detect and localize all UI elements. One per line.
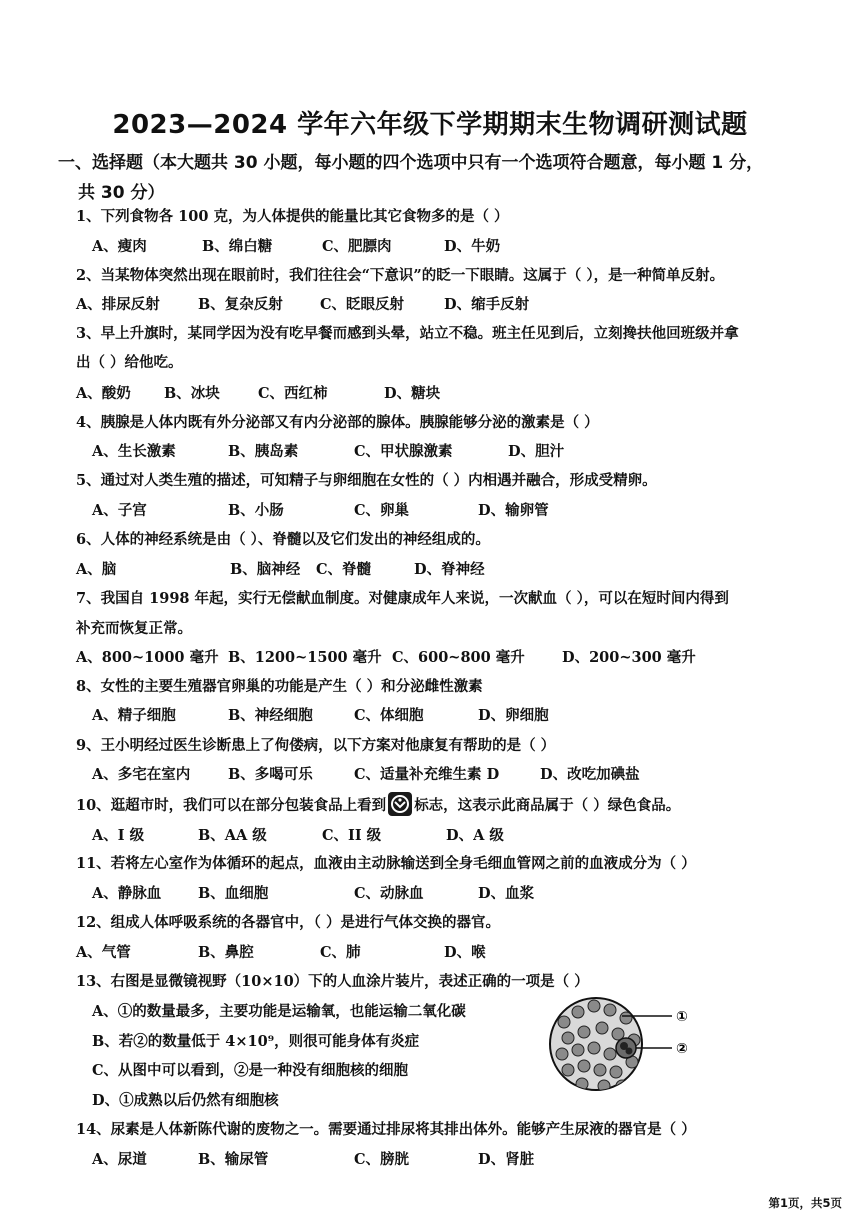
option-c: C、甲状腺激素: [354, 443, 453, 460]
option-c: C、卵巢: [354, 502, 410, 519]
option-b: B、神经细胞: [228, 707, 313, 724]
question-14-stem: 14、尿素是人体新陈代谢的废物之一。需要通过排尿将其排出体外。能够产生尿液的器官是（ ）: [76, 1121, 696, 1138]
option-c: C、肺: [320, 944, 361, 961]
option-a: A、I 级: [92, 827, 145, 844]
option-a: A、气管: [76, 944, 131, 961]
option-d: D、肾脏: [478, 1151, 535, 1168]
question-13-option-a: A、①的数量最多，主要功能是运输氧，也能运输二氧化碳: [92, 1003, 466, 1020]
question-3-stem-line-2: 出（ ）给他吃。: [76, 354, 183, 371]
option-a: A、排尿反射: [76, 296, 160, 313]
option-b: B、胰岛素: [228, 443, 299, 460]
option-b: B、脑神经: [230, 561, 301, 578]
option-a: A、800~1000 毫升: [76, 649, 219, 666]
option-c: C、脊髓: [316, 561, 372, 578]
question-13-option-d: D、①成熟以后仍然有细胞核: [92, 1092, 279, 1109]
option-c: C、体细胞: [354, 707, 424, 724]
option-a: A、生长激素: [92, 443, 176, 460]
question-1-stem: 1、下列食物各 100 克，为人体提供的能量比其它食物多的是（ ）: [76, 208, 509, 225]
option-a: A、酸奶: [76, 385, 131, 402]
section-heading-line-1: 一、选择题（本大题共 30 小题，每小题的四个选项中只有一个选项符合题意，每小题 1 分，: [58, 153, 764, 173]
option-c: C、肥膘肉: [322, 238, 392, 255]
section-heading: [58, 148, 798, 208]
option-c: C、眨眼反射: [320, 296, 405, 313]
option-a: A、瘦肉: [92, 238, 147, 255]
option-d: D、脊神经: [414, 561, 485, 578]
question-12-stem: 12、组成人体呼吸系统的各器官中，（ ）是进行气体交换的器官。: [76, 914, 500, 931]
option-a: A、尿道: [92, 1151, 147, 1168]
option-c: C、动脉血: [354, 885, 424, 902]
option-c: C、西红柿: [258, 385, 328, 402]
section-heading-line-2: 共 30 分）: [78, 183, 165, 203]
option-a: A、精子细胞: [92, 707, 176, 724]
option-b: B、输尿管: [198, 1151, 269, 1168]
option-b: B、多喝可乐: [228, 766, 313, 783]
question-10-stem-start: 10、逛超市时，我们可以在部分包装食品上看到: [76, 797, 387, 814]
question-10-stem-end: 标志，这表示此商品属于（ ）绿色食品。: [414, 797, 681, 814]
question-3-stem-line-1: 3、早上升旗时，某同学因为没有吃早餐而感到头晕，站立不稳。班主任见到后，立刻搀扶他回班级并拿: [76, 325, 739, 342]
blood-smear-diagram: [548, 992, 698, 1096]
page-number: 第1页，共5页: [768, 1196, 842, 1210]
option-c: C、膀胱: [354, 1151, 410, 1168]
option-d: D、胆汁: [508, 443, 565, 460]
question-7-stem-line-1: 7、我国自 1998 年起，实行无偿献血制度。对健康成年人来说，一次献血（ ），可以在短时间内得到: [76, 590, 729, 607]
question-13-stem: 13、右图是显微镜视野（10×10）下的人血涂片装片，表述正确的一项是（ ）: [76, 973, 589, 990]
option-b: B、AA 级: [198, 827, 267, 844]
question-11-stem: 11、若将左心室作为体循环的起点，血液由主动脉输送到全身毛细血管网之前的血液成分为（ ）: [76, 855, 696, 872]
question-7-stem-line-2: 补充而恢复正常。: [76, 620, 192, 637]
option-b: B、冰块: [164, 385, 220, 402]
option-d: D、血浆: [478, 885, 535, 902]
option-b: B、复杂反射: [198, 296, 283, 313]
option-d: D、牛奶: [444, 238, 501, 255]
option-a: A、多宅在室内: [92, 766, 191, 783]
option-a: A、脑: [76, 561, 117, 578]
question-4-stem: 4、胰腺是人体内既有外分泌部又有内分泌部的腺体。胰腺能够分泌的激素是（ ）: [76, 414, 599, 431]
option-d: D、A 级: [446, 827, 504, 844]
option-d: D、卵细胞: [478, 707, 549, 724]
question-13-option-c: C、从图中可以看到，②是一种没有细胞核的细胞: [92, 1062, 409, 1079]
option-b: B、1200~1500 毫升: [228, 649, 382, 666]
figure-label-2: ②: [676, 1041, 688, 1057]
option-d: D、改吃加碘盐: [540, 766, 640, 783]
question-9-stem: 9、王小明经过医生诊断患上了佝偻病，以下方案对他康复有帮助的是（ ）: [76, 737, 556, 754]
option-d: D、糖块: [384, 385, 441, 402]
question-6-stem: 6、人体的神经系统是由（ ）、脊髓以及它们发出的神经组成的。: [76, 531, 490, 548]
option-b: B、小肠: [228, 502, 284, 519]
option-d: D、缩手反射: [444, 296, 530, 313]
question-13-option-b: B、若②的数量低于 4×10⁹，则很可能身体有炎症: [92, 1033, 420, 1050]
option-d: D、200~300 毫升: [562, 649, 696, 666]
option-b: B、绵白糖: [202, 238, 273, 255]
option-b: B、鼻腔: [198, 944, 254, 961]
green-food-logo-icon: [388, 792, 412, 816]
option-c: C、600~800 毫升: [392, 649, 525, 666]
page-title: 2023—2024 学年六年级下学期期末生物调研测试题: [112, 110, 748, 140]
question-5-stem: 5、通过对人类生殖的描述，可知精子与卵细胞在女性的（ ）内相遇并融合，形成受精卵。: [76, 472, 657, 489]
option-d: D、喉: [444, 944, 486, 961]
question-8-stem: 8、女性的主要生殖器官卵巢的功能是产生（ ）和分泌雌性激素: [76, 678, 483, 695]
option-c: C、II 级: [322, 827, 382, 844]
option-a: A、子宫: [92, 502, 147, 519]
blood-smear-figure: [548, 992, 698, 1096]
option-a: A、静脉血: [92, 885, 162, 902]
question-10-stem: [76, 794, 680, 818]
figure-label-1: ①: [676, 1009, 688, 1025]
option-d: D、输卵管: [478, 502, 549, 519]
option-b: B、血细胞: [198, 885, 269, 902]
question-2-stem: 2、当某物体突然出现在眼前时，我们往往会“下意识”的眨一下眼睛。这属于（ ），是一种简单反射。: [76, 267, 725, 284]
option-c: C、适量补充维生素 D: [354, 766, 500, 783]
